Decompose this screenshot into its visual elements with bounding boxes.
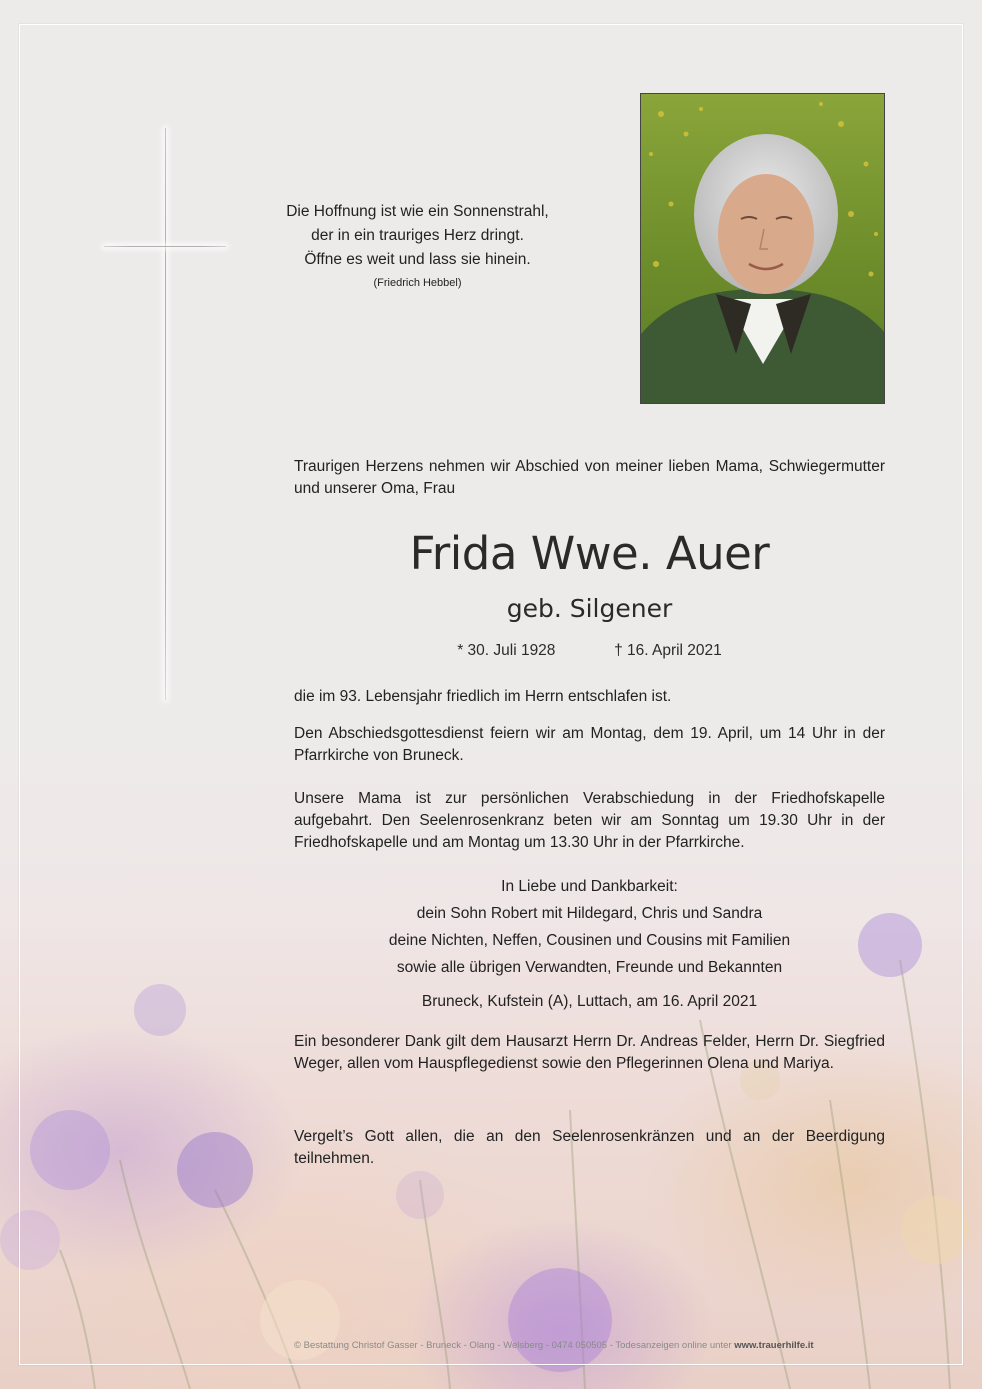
life-dates [294, 640, 885, 662]
intro-text: Traurigen Herzens nehmen wir Abschied von meiner lieben Mama, Schwiegermutter und unserer Oma, Frau [294, 458, 885, 497]
mourners-block [294, 873, 885, 981]
funeral-text: Den Abschiedsgottesdienst feiern wir am Montag, dem 19. April, um 14 Uhr in der Pfarrkirche von Bruneck. [294, 725, 885, 764]
age-text: die im 93. Lebensjahr friedlich im Herrn entschlafen ist. [294, 688, 672, 705]
place-date: Bruneck, Kufstein (A), Luttach, am 16. April 2021 [421, 993, 758, 1010]
portrait-image [641, 94, 885, 404]
mourners-line: deine Nichten, Neffen, Cousinen und Cousins mit Familien [388, 932, 791, 949]
mourners-line: sowie alle übrigen Verwandten, Freunde und Bekannten [396, 959, 783, 976]
footer [294, 1340, 894, 1351]
viewing-text: Unsere Mama ist zur persönlichen Verabschiedung in der Friedhofskapelle aufgebahrt. Den Seelenrosenkranz beten wir am Sonntag um 19.30 Uhr in der Friedhofskapelle und am Montag um 13.30 Uhr in der Pfarrkirche. [294, 790, 885, 851]
thanks-text: Ein besonderer Dank gilt dem Hausarzt Herrn Dr. Andreas Felder, Herrn Dr. Siegfried Weger, allen vom Hauspflegedienst sowie den Pflegerinnen Olena und Mariya. [294, 1033, 885, 1072]
cross-icon [165, 128, 166, 700]
death-date: † 16. April 2021 [614, 642, 722, 659]
cross-icon-bar [104, 246, 226, 247]
quote-line: Die Hoffnung ist wie ein Sonnenstrahl, [286, 203, 549, 220]
footer-website-link[interactable]: www.trauerhilfe.it [734, 1340, 814, 1351]
quote-block [245, 200, 590, 294]
quote-line: Öffne es weit und lass sie hinein. [304, 251, 531, 268]
deceased-name: Frida Wwe. Auer [409, 527, 770, 580]
closing-text: Vergelt’s Gott allen, die an den Seelenrosenkränzen und an der Beerdigung teilnehmen. [294, 1128, 885, 1167]
maiden-name: geb. Silgener [506, 594, 673, 623]
quote-line: der in ein trauriges Herz dringt. [311, 227, 524, 244]
footer-text: © Bestattung Christof Gasser - Bruneck - Olang - Welsberg - 0474 050505 - Todesanzeigen online unter [294, 1340, 732, 1351]
quote-author: (Friedrich Hebbel) [373, 277, 462, 289]
mourners-heading: In Liebe und Dankbarkeit: [501, 878, 678, 895]
birth-date: * 30. Juli 1928 [457, 642, 556, 659]
mourners-line: dein Sohn Robert mit Hildegard, Chris und Sandra [416, 905, 763, 922]
portrait-photo [640, 93, 885, 404]
